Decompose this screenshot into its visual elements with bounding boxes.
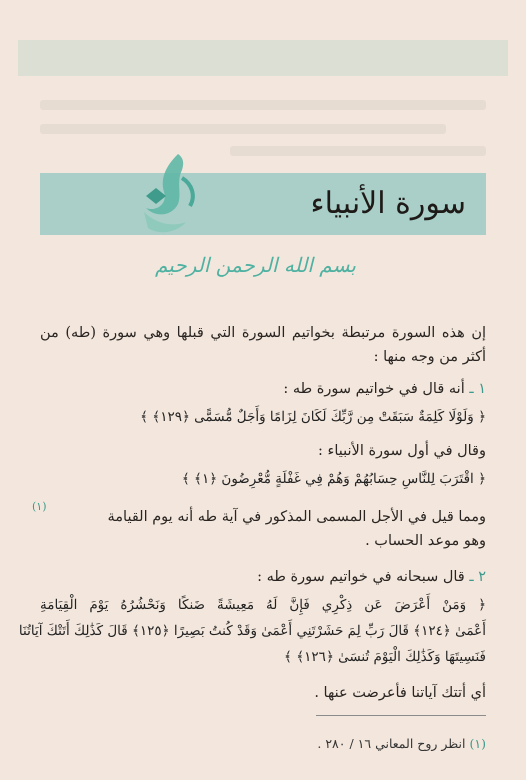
- bleed-through-line: [40, 124, 446, 134]
- bleed-through-band: [18, 40, 508, 76]
- point-1: [40, 378, 486, 400]
- basmala: بسم الله الرحمن الرحيم: [154, 253, 356, 277]
- quran-verse: ﴿ وَمَنْ أَعْرَضَ عَن ذِكْرِي فَإِنَّ لَهُ مَعِيشَةً ضَنكًا وَنَحْشُرُهُ يَوْمَ الْقِيَامَةِ: [40, 597, 486, 613]
- text-line: وهو موعد الحساب .: [365, 533, 486, 549]
- footnote: [317, 735, 486, 753]
- text-line: أي أتتك آياتنا فأعرضت عنها .: [314, 685, 486, 701]
- point-text: قال سبحانه في خواتيم سورة طه :: [257, 569, 465, 585]
- bleed-through-line: [230, 146, 486, 156]
- bleed-through-line: [40, 100, 486, 110]
- point-number: ١ ـ: [469, 381, 486, 397]
- text-line: ومما قيل في الأجل المسمى المذكور في آية طه أنه يوم القيامة: [107, 509, 486, 525]
- point-text: أنه قال في خواتيم سورة طه :: [283, 381, 465, 397]
- quran-verse: أَعْمَىٰ ﴿١٢٤﴾ قَالَ رَبِّ لِمَ حَشَرْتَنِي أَعْمَىٰ وَقَدْ كُنتُ بَصِيرًا ﴿١٢٥﴾ قَالَ كَذَٰلِكَ أَتَتْكَ آيَاتُنَا: [18, 623, 486, 639]
- surah-title: سورة الأنبياء: [310, 186, 466, 221]
- quran-verse: ﴿ وَلَوْلَا كَلِمَةٌ سَبَقَتْ مِن رَّبِّكَ لَكَانَ لِزَامًا وَأَجَلٌ مُّسَمًّى ﴿١٢٩﴾ ﴾: [140, 409, 486, 425]
- intro-line-1: إن هذه السورة مرتبطة بخواتيم السورة التي قبلها وهي سورة (طه) من: [40, 325, 486, 341]
- surah-title-banner: [40, 173, 486, 235]
- point-number: ٢ ـ: [469, 569, 486, 585]
- intro-line-2: أكثر من وجه منها :: [373, 349, 486, 365]
- quran-verse: فَنَسِيتَهَا وَكَذَٰلِكَ الْيَوْمَ تُنسَىٰ ﴿١٢٦﴾ ﴾: [284, 649, 486, 665]
- point-2: [40, 566, 486, 588]
- text-line: وقال في أول سورة الأنبياء :: [318, 443, 486, 459]
- footnote-number: (١): [469, 736, 486, 751]
- calligraphy-ornament: [126, 148, 206, 244]
- footnote-rule: [316, 715, 486, 716]
- footnote-text: انظر روح المعاني ١٦ / ٢٨٠ .: [317, 736, 466, 751]
- quran-verse: ﴿ اقْتَرَبَ لِلنَّاسِ حِسَابُهُمْ وَهُمْ فِي غَفْلَةٍ مُّعْرِضُونَ ﴿١﴾ ﴾: [181, 471, 486, 487]
- footnote-marker: (١): [32, 500, 47, 513]
